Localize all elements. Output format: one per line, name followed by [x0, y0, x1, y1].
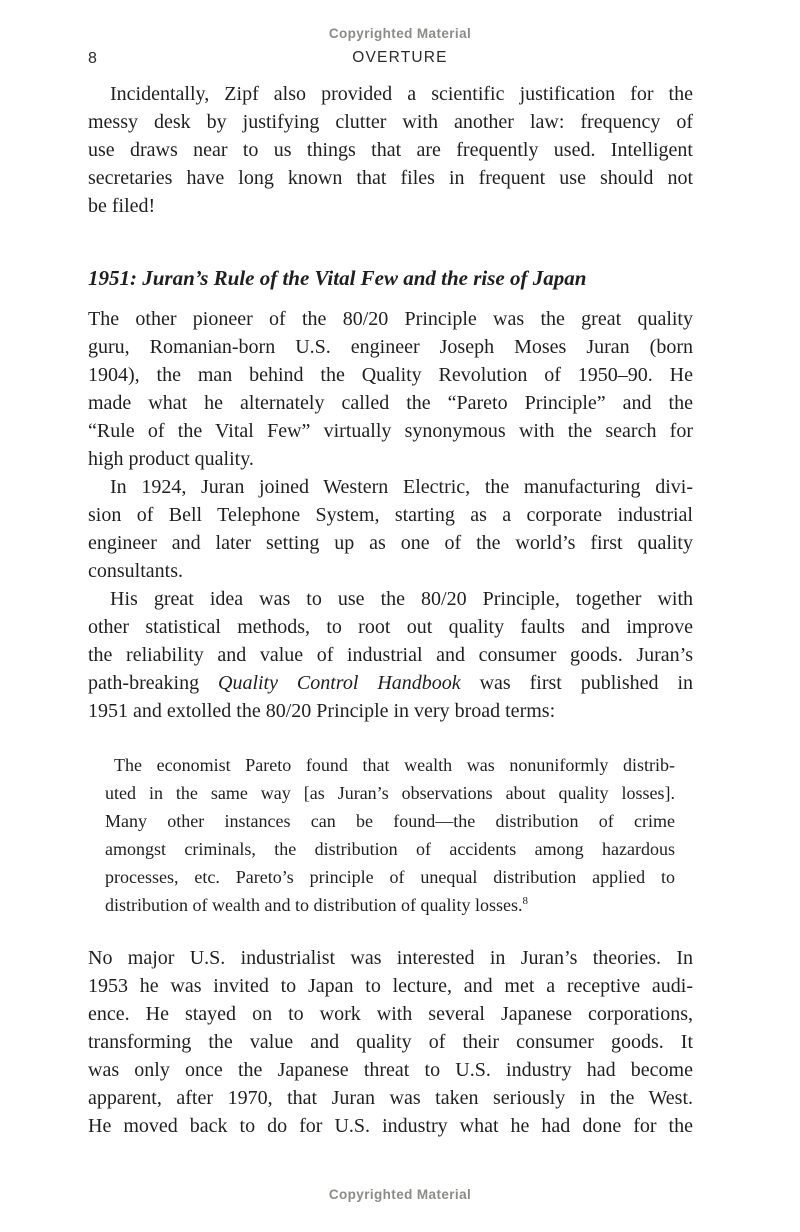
text-line: [105, 891, 675, 919]
text-line: The economist Pareto found that wealth was nonuniformly distrib-: [114, 755, 675, 775]
text-line: amongst criminals, the distribution of accidents among hazardous: [105, 839, 675, 859]
text-line: engineer and later setting up as one of the world’s first quality: [88, 532, 693, 554]
top-watermark: Copyrighted Material: [328, 26, 472, 41]
paragraph: [88, 944, 693, 1140]
page-content: [88, 80, 693, 1140]
paragraph: [88, 80, 693, 220]
text-line: 1951 and extolled the 80/20 Principle in very broad terms:: [88, 700, 556, 722]
text-line: the reliability and value of industrial and consumer goods. Juran’s: [88, 644, 693, 666]
text-line: [88, 669, 693, 697]
text-segment: distribution of wealth and to distribution of quality losses.: [105, 895, 523, 915]
text-line: was only once the Japanese threat to U.S. industry had become: [88, 1059, 693, 1081]
bottom-watermark: Copyrighted Material: [328, 1187, 472, 1202]
text-line: processes, etc. Pareto’s principle of unequal distribution applied to: [105, 867, 675, 887]
text-line: His great idea was to use the 80/20 Principle, together with: [110, 588, 693, 610]
text-line: 1953 he was invited to Japan to lecture, and met a receptive audi-: [88, 975, 693, 997]
text-segment: Quality Control Handbook: [218, 672, 461, 694]
section-heading: 1951: Juran’s Rule of the Vital Few and the rise of Japan: [88, 266, 587, 290]
text-line: secretaries have long known that files in frequent use should not: [88, 167, 693, 189]
block-quote: [105, 751, 675, 919]
text-line: consultants.: [88, 560, 183, 582]
text-line: ence. He stayed on to work with several Japanese corporations,: [88, 1003, 693, 1025]
text-line: In 1924, Juran joined Western Electric, the manufacturing divi-: [110, 476, 693, 498]
text-line: He moved back to do for U.S. industry what he had done for the: [88, 1115, 693, 1137]
text-segment: path-breaking: [88, 672, 218, 694]
text-segment: was first published in: [460, 672, 693, 694]
footnote-reference: 8: [522, 895, 528, 907]
text-line: made what he alternately called the “Pareto Principle” and the: [88, 392, 693, 414]
text-line: messy desk by justifying clutter with another law: frequency of: [88, 111, 693, 133]
paragraph: [88, 585, 693, 725]
text-line: uted in the same way [as Juran’s observations about quality losses].: [105, 783, 675, 803]
text-line: apparent, after 1970, that Juran was taken seriously in the West.: [88, 1087, 693, 1109]
page-number: 8: [88, 50, 97, 67]
text-line: sion of Bell Telephone System, starting as a corporate industrial: [88, 504, 693, 526]
text-line: 1904), the man behind the Quality Revolution of 1950–90. He: [88, 364, 693, 386]
text-line: guru, Romanian-born U.S. engineer Joseph Moses Juran (born: [88, 336, 693, 358]
text-line: other statistical methods, to root out quality faults and improve: [88, 616, 693, 638]
text-line: The other pioneer of the 80/20 Principle was the great quality: [88, 308, 693, 330]
text-line: use draws near to us things that are frequently used. Intelligent: [88, 139, 693, 161]
paragraph: [88, 473, 693, 585]
text-line: high product quality.: [88, 448, 254, 470]
text-line: transforming the value and quality of their consumer goods. It: [88, 1031, 693, 1053]
running-head-title: OVERTURE: [352, 49, 448, 66]
text-line: Incidentally, Zipf also provided a scientific justification for the: [110, 83, 693, 105]
text-line: Many other instances can be found—the distribution of crime: [105, 811, 675, 831]
paragraph: [88, 305, 693, 473]
text-line: be filed!: [88, 195, 156, 217]
text-line: No major U.S. industrialist was interested in Juran’s theories. In: [88, 947, 693, 969]
text-line: “Rule of the Vital Few” virtually synonymous with the search for: [88, 420, 693, 442]
running-header: [0, 49, 800, 69]
